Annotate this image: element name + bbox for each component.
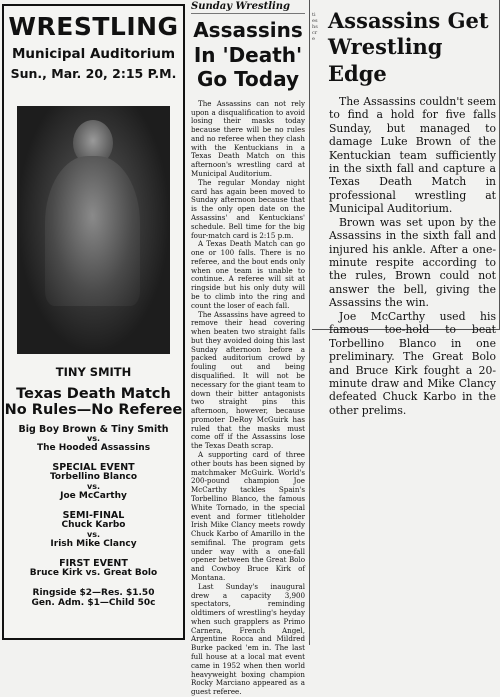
headline-line-1: Assassins Get [328,8,489,33]
semi-final-wrestler-1: Chuck Karbo [61,520,126,531]
ad-venue: Municipal Auditorium [11,46,176,62]
article-headline [328,8,496,87]
special-event-label: SPECIAL EVENT [52,461,135,473]
first-event-label: FIRST EVENT [59,557,128,569]
photo-body [45,156,140,306]
semi-final-label: SEMI-FINAL [62,509,125,521]
semi-final-vs: vs. [86,529,100,539]
article-paragraph: The regular Monday night card has again been moved to Sunday afternoon because that is the only open date on the Assassins' and Kentuckians' schedule. Bell time for the big four-match card is 2:15 p.m. [191,177,305,240]
article-assassins-get-edge [312,0,500,417]
headline-line-2: Wrestling Edge [328,34,443,86]
article-paragraph: Joe McCarthy used his famous toe-hold to beat Torbellino Blanco in one preliminary. The Great Bolo and Bruce Kirk fought a 20-minute draw and Mike Clancy defeated Chuck Karbo in the other prelims. [329,309,496,417]
ad-title: WRESTLING [8,12,179,41]
ad-card [4,366,183,609]
article-paragraph: A Texas Death Match can go one or 100 falls. There is no referee, and the bout ends only when one team is unable to continue. A referee will sit at ringside but his only duty will be to climb into the ring and count the loser of each fall. [191,239,305,310]
special-event-wrestler-1: Torbellino Blanco [49,472,138,483]
article-assassins-in-death [191,0,310,697]
article-paragraph: The Assassins couldn't seem to find a hold for five falls Sunday, but managed to damage Luke Brown of the Kentuckian team sufficiently in the sixth fall and capture a Texas Death Match in professional wrestling at Municipal Auditorium. [329,94,496,216]
ad-headline-1: Texas Death Match [16,385,171,402]
article-kicker: Sunday Wrestling [191,1,305,14]
cropped-margin-text: tieshscre [312,12,318,42]
article-paragraph: Last Sunday's inaugural drew a capacity 3,900 spectators, reminding oldtimers of wrestling's heyday when such grapplers as Primo Carnera, French Angel, Argentine Rocca and Mildred Burke packed 'em in. The last full house at a local mat event came in 1952 when then world heavyweight boxing champion Rocky Marciano appeared as a guest referee. [191,581,305,697]
headline-line-2: In 'Death' [193,42,303,67]
wrestling-ad [2,4,185,640]
main-event-vs: vs. [86,433,100,443]
wrestler-photo [17,106,170,354]
headline-line-3: Go Today [196,67,300,92]
ad-date: Sun., Mar. 20, 2:15 P.M. [10,66,177,81]
main-event-team-2: The Hooded Assassins [36,442,151,453]
article-paragraph: A supporting card of three other bouts has been signed by matchmaker McGuirk. World's 200-pound champion Joe McCarthy tackles Spain's Torbellino Blanco, the famous White Tornado, in the special event and former titleholder Irish Mike Clancy meets rowdy Chuck Karbo of Amarillo in the semifinal. The program gets under way with a one-fall opener between the Great Bolo and Cowboy Bruce Kirk of Montana. [191,450,305,582]
semi-final-wrestler-2: Irish Mike Clancy [50,538,137,549]
ad-headline-2: No Rules—No Referee [4,401,183,418]
article-headline [191,18,305,92]
photo-caption: TINY SMITH [55,365,132,379]
ticket-prices-2: Gen. Adm. $1—Child 50c [31,597,156,608]
article-paragraph: The Assassins have agreed to remove their head covering when beaten two straight falls but they avoided doing this last Sunday afternoon before a packed auditorium crowd by fouling out and being disqualified. It will not be necessary for the giant team to down their bitter antagonists two straight pins this afternoon, however, because promoter DeRoy McGuirk has ruled that the masks must come off if the Assassins lose the Texas Death scrap. [191,309,305,451]
special-event-wrestler-2: Joe McCarthy [60,490,127,501]
article-body [316,95,496,418]
article-paragraph: Brown was set upon by the Assassins in the sixth fall and injured his ankle. After a one-minute respite according to the rules, Brown could not answer the bell, giving the Assassins the win. [329,215,496,310]
main-event-team-1: Big Boy Brown & Tiny Smith [18,423,169,435]
first-event-match: Bruce Kirk vs. Great Bolo [29,568,158,579]
special-event-vs: vs. [86,481,100,491]
ticket-prices-1: Ringside $2—Res. $1.50 [32,588,155,598]
article-paragraph: The Assassins can not rely upon a disqualification to avoid losing their masks today because there will be no rules and no referee when they clash with the Kentuckians in a Texas Death Match on this afternoon's wrestling card at Municipal Auditorium. [191,98,305,179]
article-body [191,100,305,697]
headline-line-1: Assassins [193,18,303,42]
